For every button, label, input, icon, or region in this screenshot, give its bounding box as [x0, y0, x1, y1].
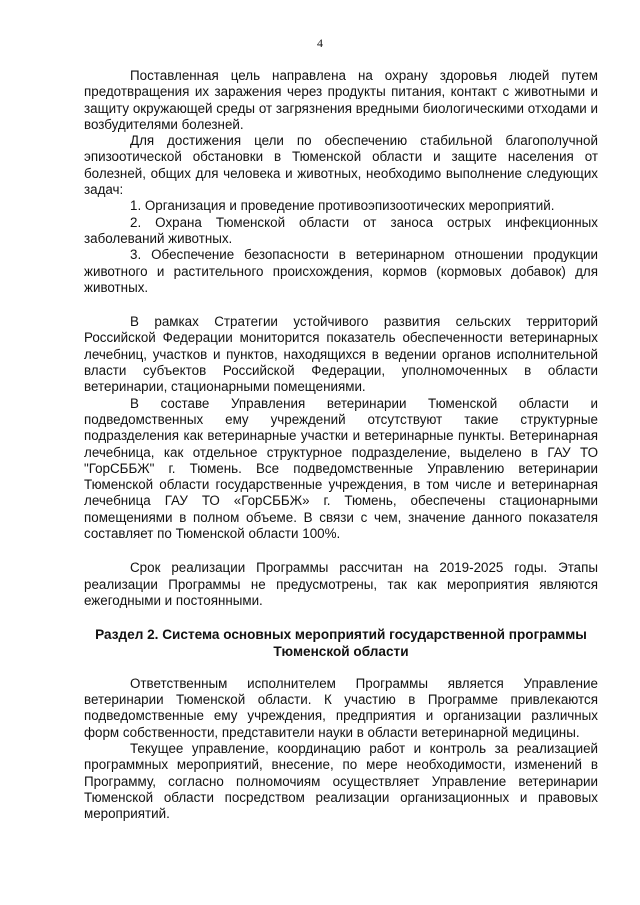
paragraph-goal: Поставленная цель направлена на охрану здоровья людей путем предотвращения их заражения через продукты питания, контакт с животными и защиту окружающей среды от загрязнения вредными биологическими отходами и возбудителями болезней.: [84, 68, 598, 132]
spacer: [84, 660, 598, 676]
section-2-heading: Раздел 2. Система основных мероприятий государственной программы Тюменской области: [95, 627, 587, 659]
paragraph-structure: В составе Управления ветеринарии Тюменской области и подведомственных ему учреждений отсутствуют такие структурные подразделения как ветеринарные участки и ветеринарные пункты. Ветеринарная лечебница, как отдельное структурное подразделение, выделено в ГАУ ТО "ГорСББЖ" г. Тюмень. Все подведомственные Управлению ветеринарии Тюменской области государственные учреждения, в том числе и ветеринарная лечебница ГАУ ТО «ГорСББЖ» г. Тюмень, обеспечены стационарными помещениями в полном объеме. В связи с чем, значение данного показателя составляет по Тюменской области 100%.: [84, 395, 598, 542]
paragraph-term: Срок реализации Программы рассчитан на 2019-2025 годы. Этапы реализации Программы не предусмотрены, так как мероприятия являются ежегодными и постоянными.: [84, 560, 598, 608]
spacer: [84, 609, 598, 627]
paragraph-tasks-intro: Для достижения цели по обеспечению стабильной благополучной эпизоотической обстановки в Тюменской области и защите населения от болезней, общих для человека и животных, необходимо выполнение следующих задач:: [84, 133, 598, 198]
section-2-paragraph-management: Текущее управление, координацию работ и контроль за реализацией программных мероприятий, внесение, по мере необходимости, изменений в Программу, согласно полномочиям осуществляет Управление ветеринарии Тюменской области посредством реализации организационных и правовых мероприятий.: [84, 740, 598, 822]
paragraph-strategy: В рамках Стратегии устойчивого развития сельских территорий Российской Федерации мониторится показатель обеспеченности ветеринарных лечебниц, участков и пунктов, находящихся в ведении органов исполнительной власти субъектов Российской Федерации, уполномоченных в области ветеринарии, стационарными помещениями.: [84, 314, 598, 395]
task-item-2: 2. Охрана Тюменской области от заноса острых инфекционных заболеваний животных.: [84, 214, 598, 246]
spacer: [84, 542, 598, 560]
section-2-paragraph-executor: Ответственным исполнителем Программы является Управление ветеринарии Тюменской области. К участию в Программе привлекаются подведомственные ему учреждения, предприятия и организации различных форм собственности, представители науки в области ветеринарной медицины.: [84, 675, 598, 740]
spacer: [84, 296, 598, 314]
document-body: [84, 68, 598, 822]
task-item-1: 1. Организация и проведение противоэпизоотических мероприятий.: [130, 198, 555, 214]
task-item-3: 3. Обеспечение безопасности в ветеринарном отношении продукции животного и растительного происхождения, кормов (кормовых добавок) для животных.: [84, 247, 598, 295]
page-number: 4: [317, 36, 323, 50]
